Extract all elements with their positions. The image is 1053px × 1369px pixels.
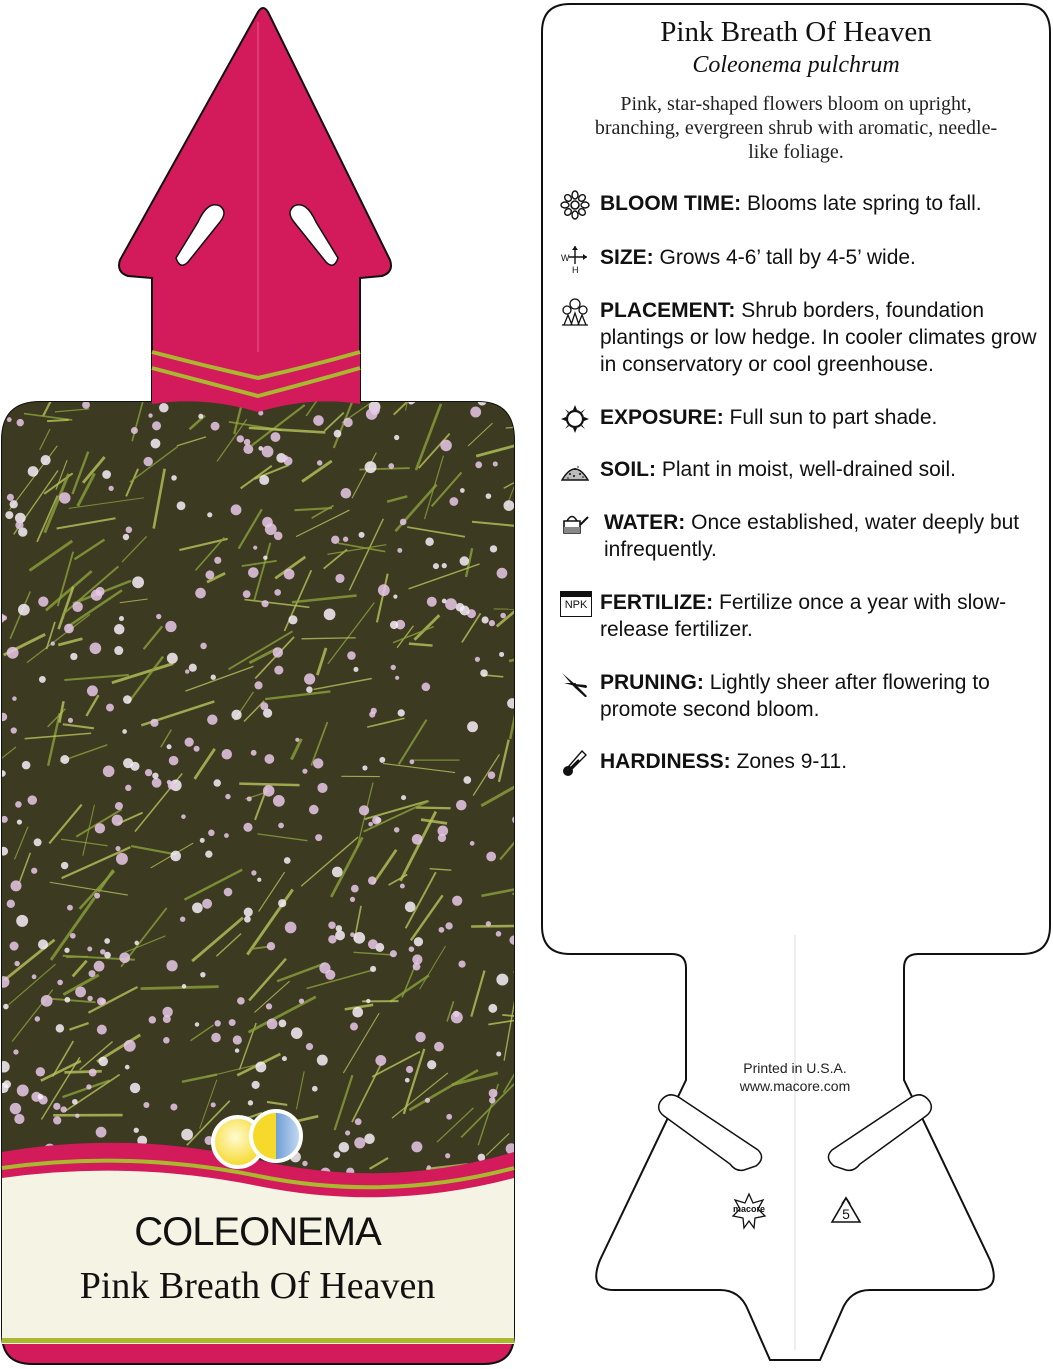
- plant-photo: [0, 305, 581, 1190]
- front-common-name: Pink Breath Of Heaven: [79, 1265, 436, 1307]
- care-label: HARDINESS:: [600, 750, 731, 773]
- placement-icon: [560, 297, 590, 327]
- front-tag: [0, 8, 581, 1364]
- care-label: PRUNING:: [600, 671, 704, 694]
- care-text: Zones 9-11.: [736, 750, 848, 773]
- part-shade-icon: [251, 1111, 301, 1161]
- care-label: PLACEMENT:: [600, 299, 736, 322]
- care-label: WATER:: [604, 511, 686, 534]
- care-label: BLOOM TIME:: [600, 192, 742, 215]
- care-text: Grows 4-6’ tall by 4-5’ wide.: [659, 246, 916, 269]
- care-label: SOIL:: [600, 458, 656, 481]
- care-text: Plant in moist, well-drained soil.: [661, 458, 956, 481]
- back-description: Pink, star-shaped flowers bloom on upright, branching, evergreen shrub with aromatic, needle-like foliage.: [594, 93, 998, 163]
- logo-text: macore: [732, 1204, 766, 1214]
- printed-in: Printed in U.S.A.: [743, 1060, 847, 1076]
- fertilizer-icon: [560, 591, 592, 617]
- care-label: EXPOSURE:: [600, 406, 724, 429]
- size-icon-height-letter: H: [572, 265, 579, 274]
- care-text: Once established, water deeply but infrequently.: [604, 511, 1020, 561]
- care-label: SIZE:: [600, 246, 654, 269]
- front-genus: COLEONEMA: [134, 1210, 381, 1254]
- flower-icon: [560, 190, 590, 220]
- size-icon-width-letter: W: [561, 253, 570, 263]
- care-text: Shrub borders, foundation plantings or low hedge. In cooler climates grow in conservatory or cool greenhouse.: [600, 299, 1037, 376]
- sun-icon: [560, 404, 590, 434]
- website: www.macore.com: [739, 1078, 851, 1094]
- thermometer-icon: [560, 748, 590, 778]
- size-icon: [560, 244, 590, 274]
- care-text: Blooms late spring to fall.: [747, 192, 982, 215]
- pruners-icon: [560, 669, 590, 699]
- watering-can-icon: [560, 509, 590, 539]
- care-label: FERTILIZE:: [600, 591, 714, 614]
- fertilizer-icon-label: NPK: [564, 599, 588, 611]
- recycle-code: 5: [842, 1206, 850, 1222]
- care-text: Full sun to part shade.: [729, 406, 938, 429]
- soil-icon: [560, 456, 590, 486]
- back-botanical-name: Coleonema pulchrum: [692, 52, 900, 78]
- back-title: Pink Breath Of Heaven: [660, 16, 932, 48]
- care-text: Lightly sheer after flowering to promote second bloom.: [600, 671, 990, 721]
- care-text: Fertilize once a year with slow-release fertilizer.: [600, 591, 1007, 641]
- front-arrow-head: [119, 8, 391, 360]
